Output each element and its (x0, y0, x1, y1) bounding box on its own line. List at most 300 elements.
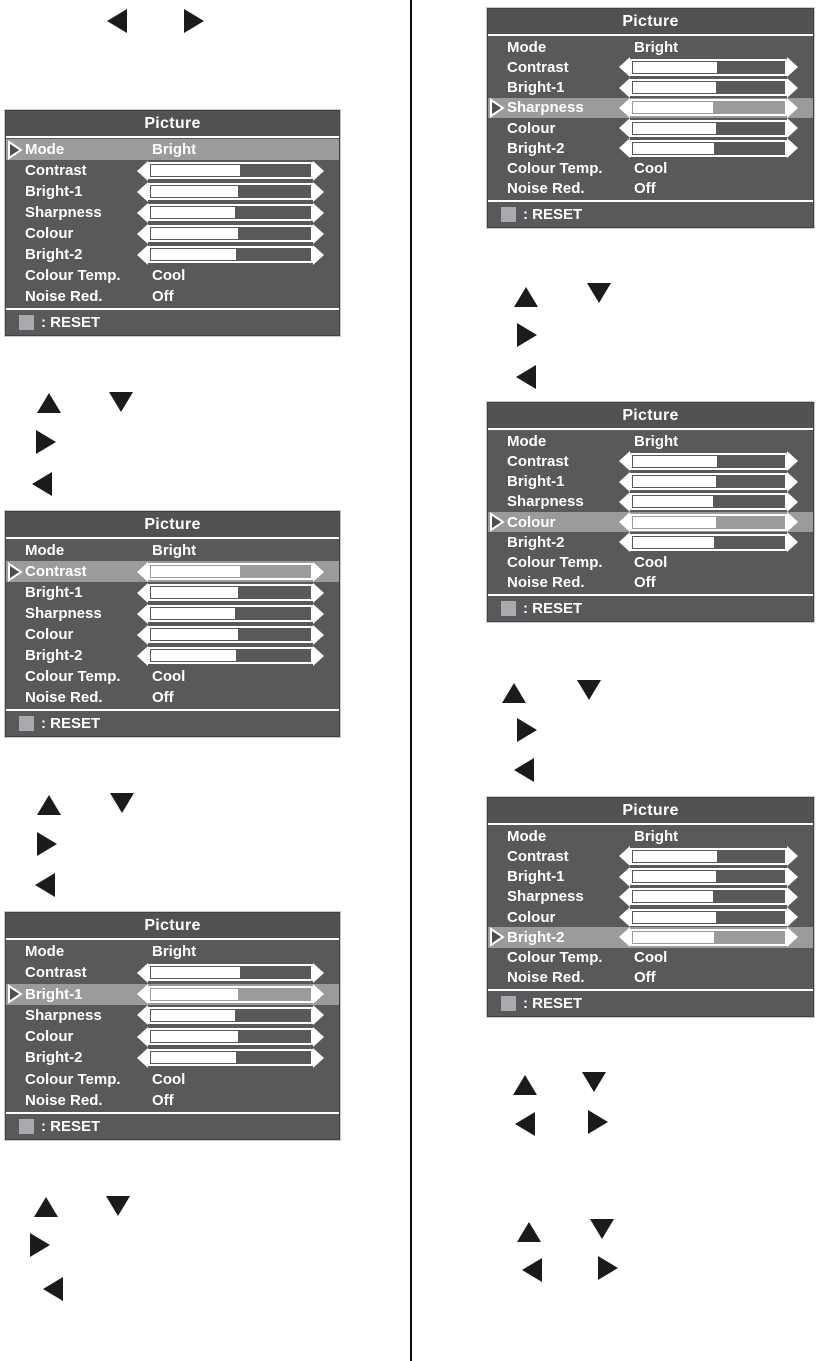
down-triangle-icon (109, 392, 133, 412)
slider-fill (151, 207, 235, 218)
slider-track (630, 59, 787, 76)
slider-left-triangle-icon (619, 472, 630, 492)
osd-row-label: Colour Temp. (507, 160, 603, 178)
osd-row-sharpness (6, 603, 339, 624)
right-triangle-icon (517, 718, 537, 742)
slider-fill (633, 932, 714, 943)
osd-slider-colour (137, 223, 324, 245)
reset-label: : RESET (523, 600, 583, 617)
osd-row-value: Bright (634, 38, 679, 56)
right-triangle-icon (36, 430, 56, 454)
slider-track (148, 225, 313, 242)
slider-track (630, 909, 787, 926)
slider-left-triangle-icon (619, 492, 630, 512)
osd-slider-contrast (137, 962, 324, 984)
osd-slider-contrast (137, 160, 324, 182)
slider-right-triangle-icon (313, 646, 324, 666)
osd-row-value: Bright (634, 432, 679, 450)
osd-row-label: Colour Temp. (507, 554, 603, 572)
slider-left-triangle-icon (137, 562, 148, 582)
slider-left-triangle-icon (619, 907, 630, 927)
osd-row-noise-red (6, 1090, 339, 1111)
slider-track (148, 584, 313, 601)
slider-right-triangle-icon (313, 182, 324, 202)
slider-right-triangle-icon (313, 161, 324, 181)
slider-right-triangle-icon (787, 532, 798, 552)
slider-right-triangle-icon (313, 1048, 324, 1068)
osd-row-value: Bright (152, 542, 197, 559)
osd-row-label: Sharpness (25, 1006, 102, 1024)
slider-fill (151, 650, 236, 661)
slider-track (148, 1049, 313, 1066)
osd-title: Picture (6, 111, 339, 138)
left-triangle-icon (32, 472, 52, 496)
slider-left-triangle-icon (619, 532, 630, 552)
reset-key-square-icon (501, 207, 516, 222)
slider-track (630, 929, 787, 946)
osd-row-label: Mode (25, 943, 65, 961)
down-triangle-icon (587, 283, 611, 303)
osd-slider-bright-2 (137, 244, 324, 266)
osd-screen-bright-2 (487, 797, 814, 1017)
osd-row-label: Mode (507, 38, 547, 56)
osd-row-colour (6, 624, 339, 645)
slider-fill (633, 123, 716, 134)
osd-slider-bright-1 (137, 181, 324, 203)
osd-row-value: Off (634, 574, 656, 592)
osd-reset-bar (488, 989, 813, 1016)
down-triangle-icon (582, 1072, 606, 1092)
osd-slider-sharpness (137, 603, 324, 625)
slider-right-triangle-icon (313, 625, 324, 645)
osd-slider-contrast (619, 845, 798, 867)
slider-right-triangle-icon (787, 907, 798, 927)
slider-track (148, 563, 313, 580)
osd-slider-bright-1 (619, 77, 798, 99)
osd-slider-colour (619, 906, 798, 928)
osd-row-colour-temp (6, 666, 339, 687)
slider-track (630, 79, 787, 96)
osd-row-bright-1 (488, 78, 813, 98)
right-triangle-icon (588, 1110, 608, 1134)
osd-row-mode (488, 826, 813, 846)
slider-fill (633, 871, 716, 882)
osd-slider-sharpness (619, 97, 798, 119)
osd-slider-bright-2 (137, 1047, 324, 1069)
slider-right-triangle-icon (787, 887, 798, 907)
osd-row-mode (6, 139, 339, 160)
reset-key-square-icon (19, 1119, 34, 1134)
osd-row-bright-2 (488, 927, 813, 947)
osd-row-value: Bright (152, 141, 197, 158)
slider-left-triangle-icon (137, 984, 148, 1004)
cursor-right-triangle-icon (489, 927, 505, 947)
slider-left-triangle-icon (619, 78, 630, 98)
osd-row-colour (488, 512, 813, 532)
slider-track (148, 1007, 313, 1024)
down-triangle-icon (110, 793, 134, 813)
osd-row-label: Bright-1 (507, 868, 565, 886)
slider-right-triangle-icon (787, 98, 798, 118)
right-triangle-icon (184, 9, 204, 33)
osd-reset-bar (488, 594, 813, 621)
slider-track (148, 626, 313, 643)
osd-row-label: Noise Red. (507, 180, 585, 198)
osd-row-contrast (6, 160, 339, 181)
osd-screen-mode (5, 110, 340, 336)
slider-left-triangle-icon (619, 846, 630, 866)
slider-right-triangle-icon (787, 846, 798, 866)
osd-slider-sharpness (619, 886, 798, 908)
osd-screen-bright-1 (5, 912, 340, 1140)
osd-row-colour-temp (6, 265, 339, 286)
reset-label: : RESET (523, 206, 583, 223)
slider-fill (633, 62, 717, 73)
slider-right-triangle-icon (313, 604, 324, 624)
right-triangle-icon (37, 832, 57, 856)
osd-row-bright-1 (488, 867, 813, 887)
osd-row-mode (488, 37, 813, 57)
slider-fill (633, 496, 713, 507)
osd-row-label: Sharpness (507, 99, 584, 117)
osd-row-noise-red (6, 286, 339, 307)
slider-left-triangle-icon (137, 161, 148, 181)
osd-screen-colour (487, 402, 814, 622)
slider-track (630, 140, 787, 157)
slider-fill (633, 537, 714, 548)
osd-row-colour-temp (488, 948, 813, 968)
osd-slider-bright-1 (619, 866, 798, 888)
up-triangle-icon (37, 795, 61, 815)
osd-slider-colour (619, 117, 798, 139)
slider-track (148, 204, 313, 221)
slider-right-triangle-icon (787, 451, 798, 471)
slider-track (148, 986, 313, 1003)
slider-left-triangle-icon (619, 118, 630, 138)
osd-row-noise-red (488, 573, 813, 593)
osd-row-value: Cool (152, 267, 186, 284)
slider-left-triangle-icon (619, 138, 630, 158)
slider-right-triangle-icon (313, 245, 324, 265)
slider-right-triangle-icon (787, 512, 798, 532)
slider-fill (151, 228, 238, 239)
reset-key-square-icon (501, 996, 516, 1011)
osd-row-noise-red (488, 179, 813, 199)
osd-row-label: Sharpness (507, 888, 584, 906)
osd-row-label: Colour (25, 225, 74, 242)
slider-right-triangle-icon (313, 583, 324, 603)
osd-row-label: Mode (507, 432, 547, 450)
slider-fill (151, 989, 238, 1000)
osd-row-sharpness (488, 887, 813, 907)
osd-row-bright-1 (6, 984, 339, 1005)
slider-fill (633, 82, 716, 93)
osd-row-label: Contrast (25, 162, 87, 179)
cursor-right-triangle-icon (7, 562, 23, 582)
osd-row-label: Colour Temp. (25, 267, 121, 284)
osd-row-label: Bright-2 (507, 533, 565, 551)
slider-track (148, 1028, 313, 1045)
slider-left-triangle-icon (137, 1027, 148, 1047)
osd-row-label: Noise Red. (25, 689, 103, 706)
osd-title: Picture (6, 512, 339, 539)
osd-row-sharpness (6, 202, 339, 223)
osd-reset-bar (6, 308, 339, 335)
down-triangle-icon (577, 680, 601, 700)
osd-row-label: Contrast (25, 964, 87, 982)
slider-left-triangle-icon (619, 512, 630, 532)
osd-title: Picture (488, 798, 813, 825)
slider-left-triangle-icon (137, 646, 148, 666)
left-triangle-icon (516, 365, 536, 389)
osd-row-label: Bright-1 (25, 183, 83, 200)
slider-left-triangle-icon (619, 98, 630, 118)
osd-row-label: Colour (507, 119, 556, 137)
osd-row-label: Bright-2 (25, 1049, 83, 1067)
osd-row-value: Off (634, 180, 656, 198)
osd-row-label: Bright-1 (507, 473, 565, 491)
osd-row-value: Cool (634, 949, 668, 967)
osd-row-value: Bright (152, 943, 197, 961)
slider-fill (151, 967, 240, 978)
slider-right-triangle-icon (787, 138, 798, 158)
osd-row-noise-red (6, 687, 339, 708)
reset-label: : RESET (41, 1118, 101, 1135)
osd-row-mode (6, 540, 339, 561)
osd-row-colour-temp (488, 159, 813, 179)
osd-rows (6, 539, 339, 709)
slider-track (630, 473, 787, 490)
osd-row-label: Bright-2 (25, 246, 83, 263)
osd-row-sharpness (488, 98, 813, 118)
osd-row-label: Bright-2 (507, 139, 565, 157)
slider-track (630, 534, 787, 551)
left-triangle-icon (35, 873, 55, 897)
slider-fill (151, 608, 235, 619)
slider-track (148, 246, 313, 263)
slider-right-triangle-icon (787, 57, 798, 77)
reset-label: : RESET (523, 995, 583, 1012)
slider-right-triangle-icon (787, 927, 798, 947)
slider-left-triangle-icon (137, 245, 148, 265)
osd-row-label: Mode (25, 542, 65, 559)
slider-track (630, 493, 787, 510)
osd-row-label: Colour (25, 1028, 74, 1046)
osd-row-label: Colour Temp. (507, 949, 603, 967)
cursor-right-triangle-icon (489, 98, 505, 118)
slider-fill (151, 1031, 238, 1042)
slider-fill (151, 566, 240, 577)
osd-row-value: Off (152, 1091, 174, 1109)
osd-row-bright-2 (6, 244, 339, 265)
osd-slider-bright-2 (137, 645, 324, 667)
osd-row-label: Contrast (25, 563, 87, 580)
slider-fill (151, 587, 238, 598)
osd-row-value: Cool (634, 160, 668, 178)
osd-row-contrast (488, 57, 813, 77)
slider-right-triangle-icon (313, 1027, 324, 1047)
osd-row-colour (6, 1026, 339, 1047)
slider-left-triangle-icon (619, 57, 630, 77)
slider-left-triangle-icon (137, 625, 148, 645)
right-triangle-icon (598, 1256, 618, 1280)
slider-track (630, 868, 787, 885)
slider-fill (633, 143, 714, 154)
left-triangle-icon (514, 758, 534, 782)
slider-track (148, 964, 313, 981)
up-triangle-icon (502, 683, 526, 703)
osd-row-colour (488, 907, 813, 927)
osd-row-colour-temp (6, 1069, 339, 1090)
slider-track (630, 99, 787, 116)
up-triangle-icon (37, 393, 61, 413)
osd-rows (6, 940, 339, 1112)
reset-key-square-icon (19, 716, 34, 731)
slider-track (630, 514, 787, 531)
osd-row-noise-red (488, 968, 813, 988)
osd-reset-bar (6, 1112, 339, 1139)
slider-track (630, 848, 787, 865)
osd-reset-bar (6, 709, 339, 736)
osd-row-label: Sharpness (507, 493, 584, 511)
right-triangle-icon (517, 323, 537, 347)
osd-rows (488, 825, 813, 989)
osd-slider-sharpness (137, 202, 324, 224)
osd-row-label: Bright-1 (25, 985, 83, 1003)
osd-title: Picture (488, 403, 813, 430)
osd-title: Picture (6, 913, 339, 940)
slider-fill (151, 1052, 236, 1063)
slider-left-triangle-icon (137, 224, 148, 244)
osd-row-label: Bright-1 (507, 79, 565, 97)
osd-row-sharpness (488, 492, 813, 512)
left-triangle-icon (43, 1277, 63, 1301)
slider-right-triangle-icon (787, 118, 798, 138)
osd-row-label: Contrast (507, 847, 569, 865)
slider-right-triangle-icon (313, 562, 324, 582)
slider-fill (151, 249, 236, 260)
osd-row-label: Colour Temp. (25, 1070, 121, 1088)
osd-rows (488, 430, 813, 594)
slider-left-triangle-icon (137, 583, 148, 603)
osd-row-value: Off (634, 969, 656, 987)
slider-fill (633, 102, 713, 113)
slider-right-triangle-icon (313, 224, 324, 244)
osd-slider-contrast (619, 450, 798, 472)
slider-right-triangle-icon (787, 78, 798, 98)
slider-fill (151, 629, 238, 640)
slider-left-triangle-icon (137, 1048, 148, 1068)
slider-fill (633, 912, 716, 923)
reset-key-square-icon (501, 601, 516, 616)
right-triangle-icon (30, 1233, 50, 1257)
osd-slider-bright-1 (137, 983, 324, 1005)
osd-row-label: Contrast (507, 452, 569, 470)
slider-fill (151, 1010, 235, 1021)
osd-rows (6, 138, 339, 308)
slider-left-triangle-icon (619, 451, 630, 471)
osd-row-value: Cool (152, 1070, 186, 1088)
osd-slider-colour (137, 1026, 324, 1048)
slider-fill (633, 891, 713, 902)
osd-reset-bar (488, 200, 813, 227)
osd-row-mode (6, 941, 339, 962)
slider-right-triangle-icon (787, 472, 798, 492)
osd-row-colour (6, 223, 339, 244)
osd-row-value: Cool (634, 554, 668, 572)
slider-track (148, 605, 313, 622)
slider-track (148, 183, 313, 200)
slider-track (630, 888, 787, 905)
osd-row-colour (488, 118, 813, 138)
osd-row-label: Colour (507, 908, 556, 926)
slider-fill (633, 456, 717, 467)
osd-row-bright-2 (6, 645, 339, 666)
osd-title: Picture (488, 9, 813, 36)
up-triangle-icon (34, 1197, 58, 1217)
up-triangle-icon (513, 1075, 537, 1095)
osd-row-bright-2 (488, 532, 813, 552)
reset-label: : RESET (41, 314, 101, 331)
osd-row-bright-1 (488, 472, 813, 492)
osd-slider-bright-1 (137, 582, 324, 604)
slider-left-triangle-icon (137, 963, 148, 983)
osd-rows (488, 36, 813, 200)
slider-right-triangle-icon (313, 984, 324, 1004)
slider-left-triangle-icon (619, 867, 630, 887)
osd-row-mode (488, 431, 813, 451)
osd-row-label: Colour (25, 626, 74, 643)
osd-slider-bright-2 (619, 926, 798, 948)
osd-row-contrast (488, 451, 813, 471)
slider-track (630, 120, 787, 137)
osd-row-label: Sharpness (25, 204, 102, 221)
slider-fill (151, 165, 240, 176)
slider-right-triangle-icon (787, 867, 798, 887)
osd-row-label: Contrast (507, 58, 569, 76)
left-triangle-icon (515, 1112, 535, 1136)
down-triangle-icon (106, 1196, 130, 1216)
column-divider-rule (410, 0, 412, 1361)
slider-track (148, 162, 313, 179)
slider-right-triangle-icon (787, 492, 798, 512)
osd-row-value: Bright (634, 827, 679, 845)
osd-screen-contrast (5, 511, 340, 737)
cursor-right-triangle-icon (7, 140, 23, 160)
left-triangle-icon (107, 9, 127, 33)
osd-row-label: Bright-2 (507, 928, 565, 946)
slider-left-triangle-icon (619, 887, 630, 907)
reset-key-square-icon (19, 315, 34, 330)
osd-row-label: Colour Temp. (25, 668, 121, 685)
slider-left-triangle-icon (137, 182, 148, 202)
osd-row-label: Mode (25, 141, 65, 158)
osd-slider-contrast (137, 561, 324, 583)
osd-screen-sharpness (487, 8, 814, 228)
osd-row-value: Off (152, 689, 174, 706)
slider-right-triangle-icon (313, 963, 324, 983)
osd-row-value: Off (152, 288, 174, 305)
osd-slider-contrast (619, 56, 798, 78)
slider-right-triangle-icon (313, 203, 324, 223)
osd-slider-sharpness (619, 491, 798, 513)
osd-row-label: Sharpness (25, 605, 102, 622)
osd-row-contrast (6, 561, 339, 582)
slider-fill (633, 517, 716, 528)
slider-fill (633, 851, 717, 862)
osd-row-label: Colour (507, 513, 556, 531)
slider-fill (633, 476, 716, 487)
